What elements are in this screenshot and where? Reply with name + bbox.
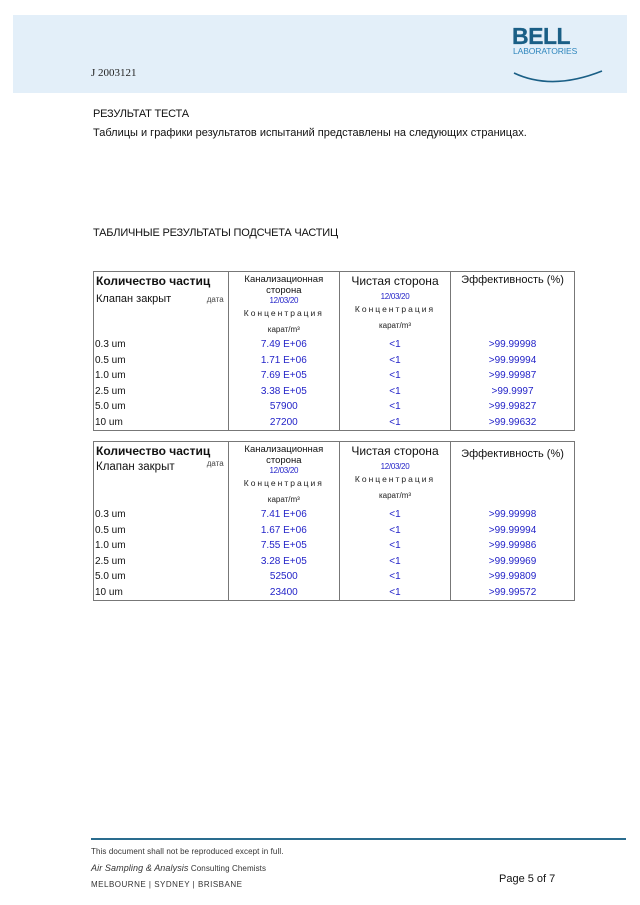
footer-service-italic: Air Sampling & Analysis — [91, 863, 189, 873]
table-row — [94, 368, 575, 384]
efficiency-value: >99.99827 — [451, 399, 575, 415]
table-row — [94, 399, 575, 415]
clean-side-label: Чистая сторона — [351, 274, 439, 288]
footer-rule — [91, 838, 626, 840]
valve-label: Клапан закрыт — [96, 293, 172, 305]
clean-side-label: Чистая сторона — [351, 444, 439, 458]
header-cell-count — [94, 272, 229, 338]
clean-value: <1 — [339, 538, 450, 554]
footer-service-plain: Consulting Chemists — [190, 864, 267, 873]
clean-value: <1 — [339, 353, 450, 369]
test-result-text: Таблицы и графики результатов испытаний представлены на следующих страницах. — [93, 127, 527, 139]
clean-value: <1 — [339, 523, 450, 539]
page-number: Page 5 of 7 — [499, 873, 556, 885]
dirty-value: 27200 — [228, 415, 339, 431]
unit-label: карат/m³ — [378, 321, 412, 330]
concentration-label: Концентрация — [354, 304, 436, 314]
clean-value: <1 — [339, 554, 450, 570]
header-cell-dirty-side — [228, 272, 339, 338]
dirty-value: 3.28 E+05 — [228, 554, 339, 570]
dirty-value: 23400 — [228, 585, 339, 601]
efficiency-value: >99.99986 — [451, 538, 575, 554]
particle-size: 0.5 um — [94, 523, 229, 539]
efficiency-value: >99.9997 — [451, 384, 575, 400]
table-row — [94, 415, 575, 431]
tabular-results-title: ТАБЛИЧНЫЕ РЕЗУЛЬТАТЫ ПОДСЧЕТА ЧАСТИЦ — [93, 227, 338, 239]
footer-disclaimer: This document shall not be reproduced except in full. — [91, 847, 284, 856]
job-number: J 2003121 — [91, 67, 137, 79]
logo-wordmark: BELL — [512, 23, 571, 49]
efficiency-label: Эффективность (%) — [461, 448, 564, 460]
date-label: дата — [206, 459, 224, 468]
dirty-side-label: Канализационная сторона — [244, 274, 324, 296]
clean-value: <1 — [339, 415, 450, 431]
efficiency-label: Эффективность (%) — [461, 274, 564, 286]
dirty-value: 52500 — [228, 569, 339, 585]
particle-size: 1.0 um — [94, 538, 229, 554]
unit-label: карат/m³ — [267, 325, 300, 334]
clean-value: <1 — [339, 585, 450, 601]
efficiency-value: >99.99994 — [451, 353, 575, 369]
dirty-value: 1.71 E+06 — [228, 353, 339, 369]
table-row — [94, 523, 575, 539]
dirty-value: 7.41 E+06 — [228, 507, 339, 523]
particle-size: 5.0 um — [94, 569, 229, 585]
table-header-row — [94, 272, 575, 338]
date-label: дата — [206, 295, 224, 304]
unit-label: карат/m³ — [378, 491, 412, 500]
dirty-value: 3.38 E+05 — [228, 384, 339, 400]
dirty-value: 1.67 E+06 — [228, 523, 339, 539]
clean-date: 12/03/20 — [380, 292, 410, 301]
bell-laboratories-logo — [512, 25, 604, 89]
particle-count-table-1 — [93, 271, 575, 431]
header-cell-count — [94, 442, 229, 508]
unit-label: карат/m³ — [267, 495, 300, 504]
logo-swoosh-icon — [512, 69, 604, 89]
dirty-side-label: Канализационная сторона — [244, 444, 324, 466]
concentration-label: Концентрация — [243, 308, 324, 318]
particle-size: 10 um — [94, 415, 229, 431]
table-row — [94, 337, 575, 353]
header-cell-clean-side — [339, 272, 450, 338]
particle-size: 2.5 um — [94, 554, 229, 570]
particle-size: 10 um — [94, 585, 229, 601]
header-cell-clean-side — [339, 442, 450, 508]
clean-value: <1 — [339, 507, 450, 523]
clean-value: <1 — [339, 368, 450, 384]
particle-size: 1.0 um — [94, 368, 229, 384]
footer-services — [91, 863, 266, 873]
efficiency-value: >99.99572 — [451, 585, 575, 601]
header-cell-efficiency — [451, 272, 575, 338]
efficiency-value: >99.99987 — [451, 368, 575, 384]
dirty-value: 57900 — [228, 399, 339, 415]
particle-size: 2.5 um — [94, 384, 229, 400]
concentration-label: Концентрация — [354, 474, 436, 484]
test-result-title: РЕЗУЛЬТАТ ТЕСТА — [93, 108, 189, 120]
efficiency-value: >99.99809 — [451, 569, 575, 585]
particle-size: 0.3 um — [94, 507, 229, 523]
efficiency-value: >99.99998 — [451, 337, 575, 353]
footer-locations: MELBOURNE | SYDNEY | BRISBANE — [91, 880, 243, 889]
particle-size: 0.3 um — [94, 337, 229, 353]
efficiency-value: >99.99998 — [451, 507, 575, 523]
concentration-label: Концентрация — [243, 478, 324, 488]
table-row — [94, 538, 575, 554]
count-label: Количество частиц — [96, 444, 211, 458]
count-label: Количество частиц — [96, 274, 211, 288]
clean-value: <1 — [339, 384, 450, 400]
table-header-row — [94, 442, 575, 508]
header-cell-efficiency — [451, 442, 575, 508]
particle-count-table-2 — [93, 441, 575, 601]
clean-value: <1 — [339, 399, 450, 415]
table-row — [94, 585, 575, 601]
particle-size: 5.0 um — [94, 399, 229, 415]
dirty-value: 7.69 E+05 — [228, 368, 339, 384]
table-row — [94, 507, 575, 523]
table-row — [94, 353, 575, 369]
dirty-date: 12/03/20 — [269, 466, 299, 475]
particle-size: 0.5 um — [94, 353, 229, 369]
clean-value: <1 — [339, 337, 450, 353]
header-cell-dirty-side — [228, 442, 339, 508]
table-row — [94, 384, 575, 400]
efficiency-value: >99.99969 — [451, 554, 575, 570]
clean-date: 12/03/20 — [380, 462, 410, 471]
efficiency-value: >99.99632 — [451, 415, 575, 431]
valve-label: Клапан закрыт — [96, 461, 175, 473]
efficiency-value: >99.99994 — [451, 523, 575, 539]
clean-value: <1 — [339, 569, 450, 585]
logo-subtitle: LABORATORIES — [513, 46, 578, 56]
table-row — [94, 554, 575, 570]
dirty-date: 12/03/20 — [269, 296, 299, 305]
dirty-value: 7.55 E+05 — [228, 538, 339, 554]
dirty-value: 7.49 E+06 — [228, 337, 339, 353]
table-row — [94, 569, 575, 585]
